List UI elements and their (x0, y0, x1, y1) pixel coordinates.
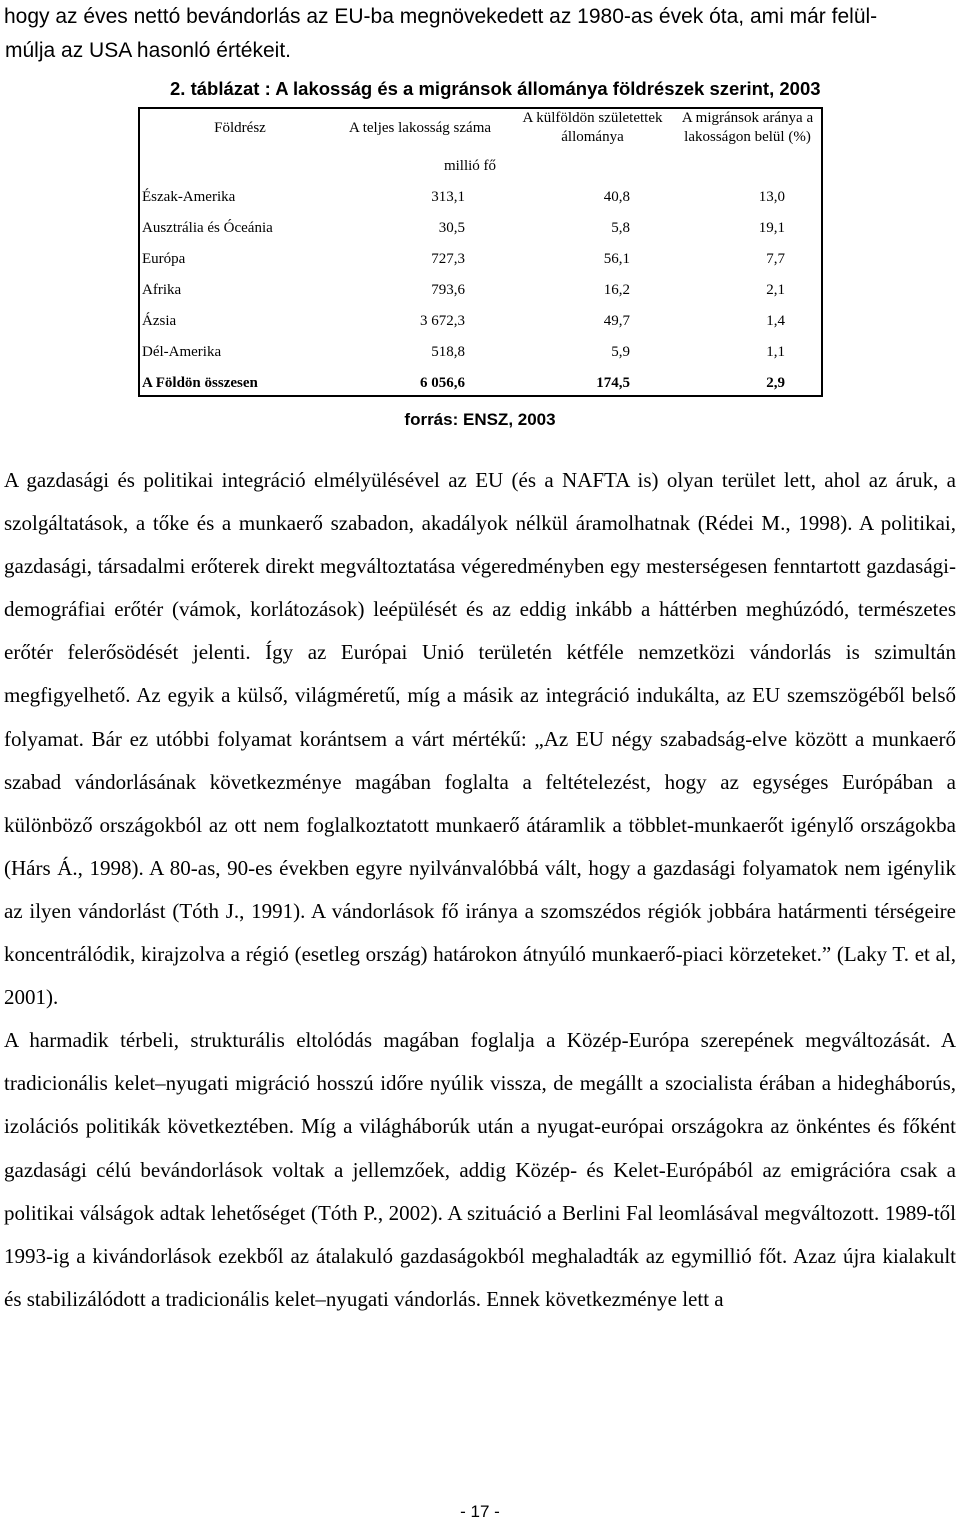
body-text (4, 459, 956, 1321)
header-population: A teljes lakosság száma (348, 120, 492, 136)
cell-migrants: 49,7 (603, 313, 630, 329)
intro-line-1: hogy az éves nettó bevándorlás az EU-ba megnövekedett az 1980-as évek óta, ami már felül- (4, 5, 878, 28)
migration-table (138, 107, 823, 397)
page-number: - 17 - (460, 1502, 500, 1521)
cell-migrants: 40,8 (603, 189, 630, 205)
cell-migrants: 5,9 (611, 344, 630, 360)
paragraph-2: A harmadik térbeli, strukturális eltolódás magában foglalja a Közép-Európa szerepének megváltozását. A tradicionális kelet–nyugati migráció hosszú időre nyúlik vissza, de megállt a szocialista érában a hidegháborús, izolációs politikák következtében. Míg a világháborúk után a nyugat-európai országokra az önkéntes és főként gazdasági célú bevándorlások voltak a jellemzőek, addig Közép- és Kelet-Európából az emigrációra csak a politikai válságok adtak lehetőséget (Tóth P., 2002). A szituáció a Berlini Fal leomlásával megváltozott. 1989-től 1993-ig a kivándorlások ezekből az átalakuló gazdaságokból meghaladták az egymillió főt. Azaz újra kialakult és stabilizálódott a tradicionális kelet–nyugati vándorlás. Ennek következménye lett a (4, 1028, 956, 1311)
cell-population: 727,3 (431, 251, 465, 267)
header-region: Földrész (214, 120, 266, 136)
header-share (675, 109, 820, 147)
cell-migrants: 56,1 (603, 251, 630, 267)
cell-share: 1,1 (766, 344, 785, 360)
header-foreign-born-line-1: A külföldön születettek (522, 110, 663, 126)
paragraph-1: A gazdasági és politikai integráció elmélyülésével az EU (és a NAFTA is) olyan terület lett, ahol az áruk, a szolgáltatások, a tőke és a munkaerő szabadon, akadályok nélkül áramolhatnak (Rédei M., 1998). A politikai, gazdasági, társadalmi erőterek direkt megváltoztatása végeredményben egy mesterségesen fenntartott gazdasági-demográfiai erőtér (vámok, korlátozások) leépülését és az eddig inkább a háttérben meghúzódó, természetes erőtér felerősödését jelenti. Így az Európai Unió területén kétféle nemzetközi vándorlás is szimultán megfigyelhető. Az egyik a külső, világméretű, míg a másik az integráció indukálta, az EU szemszögéből belső folyamat. Bár ez utóbbi folyamat korántsem a várt mértékű: „Az EU négy szabadság-elve között a munkaerő szabad vándorlásának következménye magában foglalta a feltételezést, hogy az egységes Európában a különböző országokból az ott nem foglalkoztatott munkaerő átáramlik a többlet-munkaerőt igénylő országokba (Hárs Á., 1998). A 80-as, 90-es években egyre nyilvánvalóbbá vált, hogy a gazdasági folyamatok nem igénylik az ilyen vándorlást (Tóth J., 1991). A vándorlások fő iránya a szomszédos régiók jobbára határmenti térségeire koncentrálódik, kirajzolva a régió (esetleg ország) határokon átnyúló munkaerő-piaci körzeteket.” (Laky T. et al, 2001). (4, 468, 956, 1010)
cell-region: Dél-Amerika (142, 344, 222, 360)
cell-migrants: 174,5 (596, 375, 630, 391)
cell-population: 793,6 (431, 282, 465, 298)
table-source: forrás: ENSZ, 2003 (404, 410, 556, 429)
cell-region: A Földön összesen (142, 375, 258, 391)
header-foreign-born-line-2: állománya (561, 129, 624, 145)
cell-region: Ausztrália és Óceánia (142, 220, 273, 236)
cell-population: 6 056,6 (420, 375, 465, 391)
cell-region: Európa (142, 251, 186, 267)
table-caption: 2. táblázat : A lakosság és a migránsok állománya földrészek szerint, 2003 (170, 78, 821, 99)
cell-share: 13,0 (758, 189, 785, 205)
header-foreign-born (500, 109, 685, 147)
cell-share: 2,9 (766, 375, 785, 391)
intro-text (4, 0, 956, 68)
cell-share: 1,4 (766, 313, 785, 329)
cell-population: 30,5 (438, 220, 465, 236)
header-share-line-2: lakosságon belül (%) (684, 129, 811, 145)
cell-population: 313,1 (431, 189, 465, 205)
cell-population: 518,8 (431, 344, 465, 360)
cell-migrants: 5,8 (611, 220, 630, 236)
cell-share: 2,1 (766, 282, 785, 298)
intro-line-2: múlja az USA hasonló értékeit. (5, 39, 291, 62)
cell-region: Afrika (142, 282, 182, 298)
cell-population: 3 672,3 (420, 313, 465, 329)
cell-share: 19,1 (758, 220, 785, 236)
cell-migrants: 16,2 (603, 282, 630, 298)
cell-region: Észak-Amerika (142, 189, 236, 205)
header-share-line-1: A migránsok aránya a (681, 110, 814, 126)
cell-share: 7,7 (766, 251, 785, 267)
header-unit: millió fő (443, 158, 497, 174)
cell-region: Ázsia (142, 313, 177, 329)
